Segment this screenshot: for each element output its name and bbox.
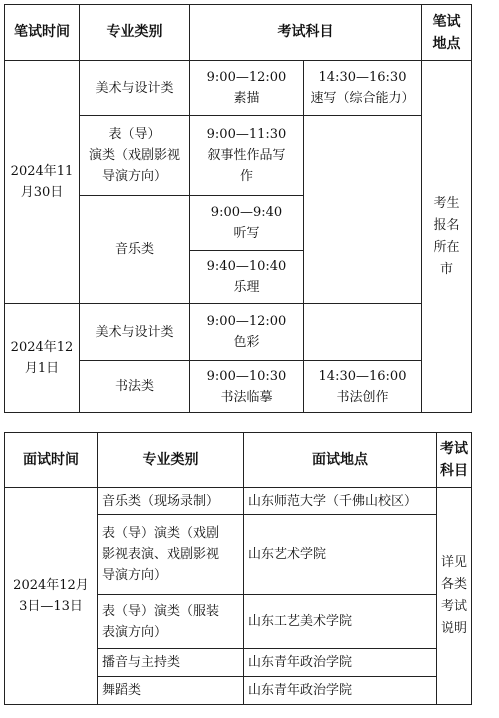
location-cell: 山东青年政治学院 <box>244 677 437 705</box>
location-cell: 山东艺术学院 <box>244 515 437 595</box>
interview-major-header: 专业类别 <box>98 433 244 488</box>
major-cell: 美术与设计类 <box>80 61 190 116</box>
written-header-row <box>5 5 472 61</box>
major-cell: 表（导）演类（服装 表演方向） <box>98 595 244 649</box>
table-row <box>5 61 472 116</box>
subject-cell: 9:00—12:00 色彩 <box>190 304 304 361</box>
written-exam-table <box>4 4 472 413</box>
location-cell: 山东师范大学（千佛山校区） <box>244 488 437 515</box>
written-subjects-header: 考试科目 <box>190 5 422 61</box>
written-time-header: 笔试时间 <box>5 5 80 61</box>
subject-cell: 14:30—16:30 速写（综合能力） <box>304 61 422 116</box>
major-cell: 舞蹈类 <box>98 677 244 705</box>
interview-header-row <box>5 433 472 488</box>
major-cell: 表（导）演类（戏剧 影视表演、戏剧影视 导演方向） <box>98 515 244 595</box>
table-row <box>5 304 472 361</box>
interview-date-cell: 2024年12月 3日—13日 <box>5 488 98 705</box>
subject-cell: 9:00—9:40 听写 <box>190 196 304 251</box>
written-date-1: 2024年11 月30日 <box>5 61 80 304</box>
subject-cell: 9:00—12:00 素描 <box>190 61 304 116</box>
subject-cell: 9:00—11:30 叙事性作品写 作 <box>190 116 304 196</box>
interview-subjects-header: 考试 科目 <box>437 433 472 488</box>
interview-time-header: 面试时间 <box>5 433 98 488</box>
major-cell: 音乐类（现场录制） <box>98 488 244 515</box>
written-location-header: 笔试 地点 <box>422 5 472 61</box>
subject-cell: 14:30—16:00 书法创作 <box>304 361 422 413</box>
interview-location-header: 面试地点 <box>244 433 437 488</box>
empty-cell <box>304 116 422 304</box>
major-cell: 表（导） 演类（戏剧影视 导演方向） <box>80 116 190 196</box>
subject-cell: 9:00—10:30 书法临摹 <box>190 361 304 413</box>
location-cell: 山东工艺美术学院 <box>244 595 437 649</box>
location-cell: 山东青年政治学院 <box>244 649 437 677</box>
empty-cell <box>304 304 422 361</box>
major-cell: 书法类 <box>80 361 190 413</box>
written-date-2: 2024年12 月1日 <box>5 304 80 413</box>
major-cell: 播音与主持类 <box>98 649 244 677</box>
subject-cell: 9:40—10:40 乐理 <box>190 251 304 304</box>
major-cell: 音乐类 <box>80 196 190 304</box>
table-row <box>5 488 472 515</box>
written-major-header: 专业类别 <box>80 5 190 61</box>
interview-table <box>4 432 472 705</box>
interview-subjects-cell: 详见 各类 考试 说明 <box>437 488 472 705</box>
major-cell: 美术与设计类 <box>80 304 190 361</box>
written-location-cell: 考生 报名 所在 市 <box>422 61 472 413</box>
